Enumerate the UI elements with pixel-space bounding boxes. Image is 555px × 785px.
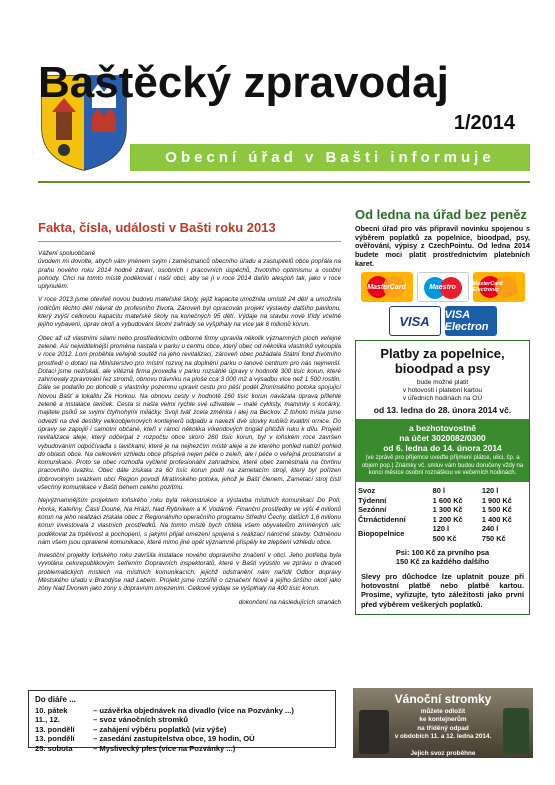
dog-fees: Psi: 100 Kč za prvního psa 150 Kč za každého dalšího [395,547,490,567]
calendar-date: 25. sobota [35,743,73,753]
discount-note: Slevy pro důchodce lze uplatnit pouze při hotovostní platbě nebo platbě kartou. Prosíme, vyřizujte, tyto záležitosti jako první před výběrem veškerých poplatků. [361,571,524,609]
continued-note: dokončení na následujících stranách [238,598,341,606]
sidebar-title: Od ledna na úřad bez peněz [355,207,527,222]
christmas-text: můžete odložit ke kontejnerům na tříděný odpad v obdobích 11. a 12. ledna 2014. Jejich svoz proběhne v pondělí 13. ledna 2014 Prosíme o dodržení termínu. [394,708,492,774]
calendar-text: – svoz vánočních stromků [93,715,188,725]
table-row: Svoz 80 l 120 l [358,485,499,495]
header-divider [38,181,530,183]
fees-table [356,486,529,544]
masthead-title: Baštěcký zpravodaj [38,58,449,107]
calendar-date: 10. pátek [35,706,68,715]
calendar-title: Do diáře ... [35,695,76,704]
calendar-text: – zasedání zastupitelstva obce, 19 hodin, OÚ [93,734,255,744]
christmas-tree-notice [353,688,533,774]
bank-transfer-note: (ve zprávě pro příjemce uveďte příjmení plátce, ulici, čp. a objem pop.) Známky vč. smluv vám budou doručeny vždy na konci měsíce osobní roznáškou ve večerních hodinách. [361,455,524,477]
fees-box [355,340,530,615]
maestro-logo-icon: Maestro [417,272,469,302]
fees-title: Platby za popelnice, bioodpad a psy [380,346,505,377]
calendar-text: – Myslivecký ples (více na Pozvánky ...) [93,743,236,753]
calendar-item [35,725,329,734]
sidebar-intro: Obecní úřad pro vás připravil novinku spojenou s výběrem poplatků za popelnice, bioodpad, psy, ověřování, výpisy z CzechPointu. Od ledna 2014 budete moci platit prostřednictvím platebních karet. [355,224,530,268]
waste-bin-icon [503,708,529,754]
article-title: Fakta, čísla, události v Bašti roku 2013 [38,220,276,235]
table-row: Sezónní 1 300 Kč 1 500 Kč [358,505,512,515]
table-row: Týdenní 1 600 Kč 1 900 Kč [358,495,512,505]
article-salutation: Vážení spoluobčané [38,250,96,257]
fees-subtitle: bude možné platit v hotovosti i platební kartou v úředních hodinách na OÚ [402,379,483,402]
calendar-box [28,690,336,753]
visa-logo-icon: VISA [389,306,441,336]
calendar-date: 11., 12. [35,715,60,725]
calendar-text: – zahájení výběru poplatků (viz výše) [93,724,227,734]
calendar-item [35,744,329,753]
visa-electron-logo-icon: VISA Electron [445,306,497,336]
issue-number: 1/2014 [453,112,515,134]
calendar-date: 13. pondělí [35,734,75,744]
bank-transfer-heading: a bezhotovostně na účet 3020082/0300 od 6. ledna do 14. února 2014 [383,423,502,454]
article-divider [38,241,341,242]
mastercard-logo-icon: MasterCard [361,272,413,302]
table-row: Biopopelnice 120 l 500 Kč 240 l 750 Kč [358,524,506,544]
calendar-item [35,734,329,743]
christmas-title: Vánoční stromky [394,692,492,706]
article-paragraph: Investiční projekty loňského roku završila instalace nového dopravního značení v obci. Jeho potřeba byla vyvolána celorepublikovým šetřením Dopravních inspektorátů, které v Bašti vyústilo ve zprávu o dvaceti problematických místech na místních komunikacích, jejichž odstranění nám nařídil Odbor dopravy Městského úřadu v Brandýse nad Labem. Projekt jsme rozšířili o označení Nové a jejího širšího okolí jako zóny Nad Dvorem jako zóny s dopravním omezením. Celkové výdaje se vyšplhaly na 400 tisíc korun. [38,552,341,593]
banner: Obecní úřad v Bašti informuje [130,144,530,171]
article-paragraph: V roce 2013 jsme otevřeli novou budovu mateřské školy, jejíž kapacita umožnila umístit 24 dětí a umožnila rodičům těchto dětí návrat do profesního života. Zároveň byl opracován projekt výstavby dalšího pavilonu, který zvýší celkovou kapacitu mateřské školy na konečných 95 dětí. Výdaje na stavbu nové třídy včetně jejího vybavení, úprav okolí a vybudování školní zahrady se vyšplhaly na více jak 6 milionů korun. [38,296,341,329]
calendar-item [35,715,329,724]
mastercard-electronic-logo-icon: MasterCard Electronic [473,272,525,302]
bank-transfer-box [356,419,529,482]
fees-dates: od 13. ledna do 28. února 2014 vč. [373,405,512,416]
calendar-text: – uzávěrka objednávek na divadlo (více na Pozvánky ...) [93,706,294,715]
article-paragraph: úvodem mi dovolte, abych vám jménem svým i zaměstnanců obecního úřadu a zastupitelů obce popřála na prahu nového roku 2014 hodně zdraví, osobních i pracovních úspěchů, životního optimismu a osobní pohody. Chci na tomto místě poděkovat i naší obci, aby se jí v roce 2014 dařilo alespoň tak, jako v roce uplynulém. [38,258,341,291]
article-paragraph: Nejvýznamnějším projektem loňského roku byla rekonstrukce a výstavba místních komunikací Do Polí, Horka, Kateřiny, Části Douhé, Na Hrázi, Nad Rybníkem a K Vodárně. Finanční prostředky ve výši 4 milionů korun na jeho realizaci získala obec z Regionálního operačního programu Střední Čechy, dalších 1,6 milionu korun investovala z vlastních prostředků. Na tomto místě bych chtěla všem obyvatelům zmíněných ulic poděkovat za trpělivost a pochopení, s jakými přijali omezení spojená s realizací náročné stavby. Odměnou nám všem jsou opravené komunikace, které mimo jiné opět významně přispěly ke zlepšení vzhledu obce. [38,497,341,546]
article-paragraph: Obec až už vlastními silami nebo prostřednictvím odborné firmy upravila několik významných ploch veřejné zeleně. Asi nejviditelnější proměna nastala v parku u centru obce, který obec od několika vlastníků vykoupila v roce 2012. Loni proběhla veřejně soutěž na jeho revitalizaci, zároveň obec požádala Státní fond životního prostředí o dotaci na Ministerstvo pro místní rozvoj na doplnění parku o lanové centrum pro nás nejmenší. Dotaci jsme nezískali, ale vítězná firma provedla v parku rozsáhlé úpravy v hodnotě 300 tisíc korun, které zahrnovaly zpravování řez stromů, obnovu trávníku na ploše cca 3 000 m2 a výsadbu více než 1 500 rostlin. Dále se podařilo po dohodě s vlastníky pozemnu upravit cestu pro pěší podél Zlonínského potoka spojující Novou Bašť a lokalitu Za Horkou. Na obnovu cesty v hodnotě 160 tisíc korun navázala úprava přilehlé zeleně a instalace laviček. Cesta si našla velmi rychle své uživatele – malé cyklisty, maminky s kočárky, majitele psíků se svými čtyřnohými miláčky. Svoji tvář zcela změnila i alej na Beckov. Z tohoto místa jsme odvezli na dvě desítky velkoobjemových kontejnerů odpadu a navezli dvě stovky kubíků kvalitní ornice. Do úpravy se zapojili i samotní občané, kteří v rámci několika víkendových brigád přiložili ruku k dílu. Projekt revitalizace aleje, který odčerpal z rozpočtu obce skoro 260 tisíc korun, byl v loňském roce završen vybudováním odpočívadla s lavičkami, které je na nejhezčím místě aleje a ze kterého pohled nabízí pohled do oblasti obce. Na celkovém vzhledu obce přispívá nejen péče o zeleň, ale i péče o veřejná prostranství a komunikace. Proto se obec rozhodla vyčlenit profesionální zahradnice, které obec zaměstnala na čtvrtinu pracovního úvazku. Obec dále získala za 60 tisíc korun podíl na zametacím stroji, který byl pořízen dobrovolným svazkem obcí Region povodí Mratínského potoka, jehož je Bašť členem. Zametací stroj čistí všechny komunikace v Bašti během celého pozitmu. [38,334,341,492]
payment-cards [355,272,530,336]
table-row: Čtrnáctidenní 1 200 Kč 1 400 Kč [358,514,512,524]
sidebar [355,207,530,615]
main-article [38,220,341,612]
calendar-date: 13. pondělí [35,724,75,734]
calendar-item [35,706,329,715]
